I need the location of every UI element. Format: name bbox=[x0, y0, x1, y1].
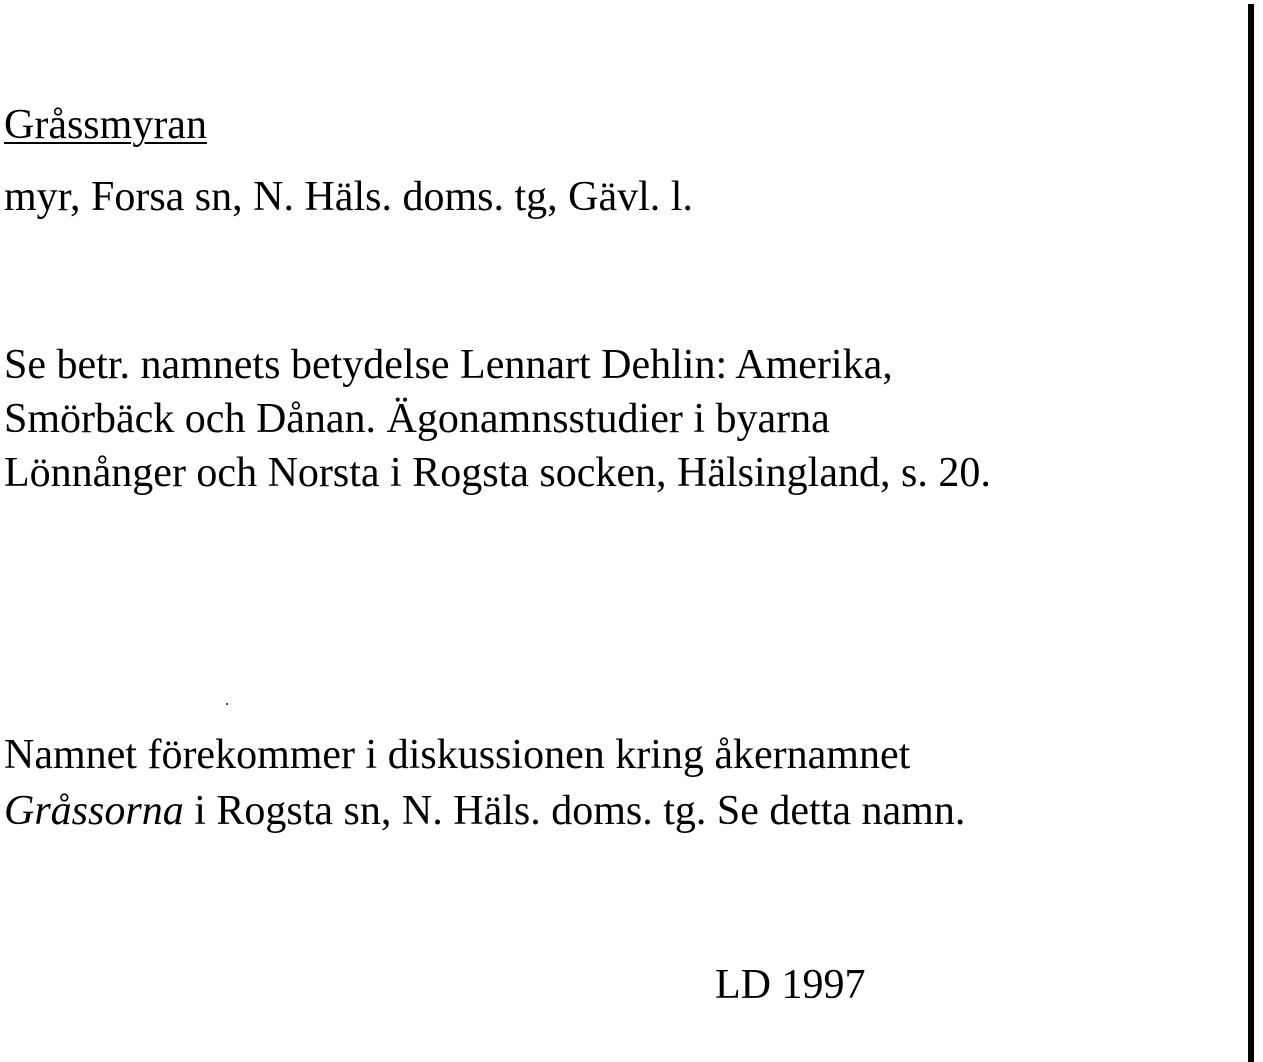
note-line-2-text: i Rogsta sn, N. Häls. doms. tg. Se detta namn. bbox=[183, 788, 966, 834]
scan-speck bbox=[226, 703, 228, 705]
reference-line-3: Lönnånger och Norsta i Rogsta socken, Hälsingland, s. 20. bbox=[4, 450, 991, 496]
card-edge-border bbox=[1248, 4, 1254, 1062]
cross-reference-name: Gråssorna bbox=[4, 788, 184, 834]
note-line-1: Namnet förekommer i diskussionen kring åkernamnet bbox=[4, 732, 911, 778]
headword-title: Gråssmyran bbox=[4, 102, 207, 148]
note-line-2 bbox=[4, 786, 965, 836]
reference-line-1: Se betr. namnets betydelse Lennart Dehlin: Amerika, bbox=[4, 342, 893, 388]
place-description: myr, Forsa sn, N. Häls. doms. tg, Gävl. l. bbox=[4, 174, 693, 220]
author-signature: LD 1997 bbox=[715, 962, 866, 1008]
reference-line-2: Smörbäck och Dånan. Ägonamnsstudier i byarna bbox=[4, 396, 830, 442]
